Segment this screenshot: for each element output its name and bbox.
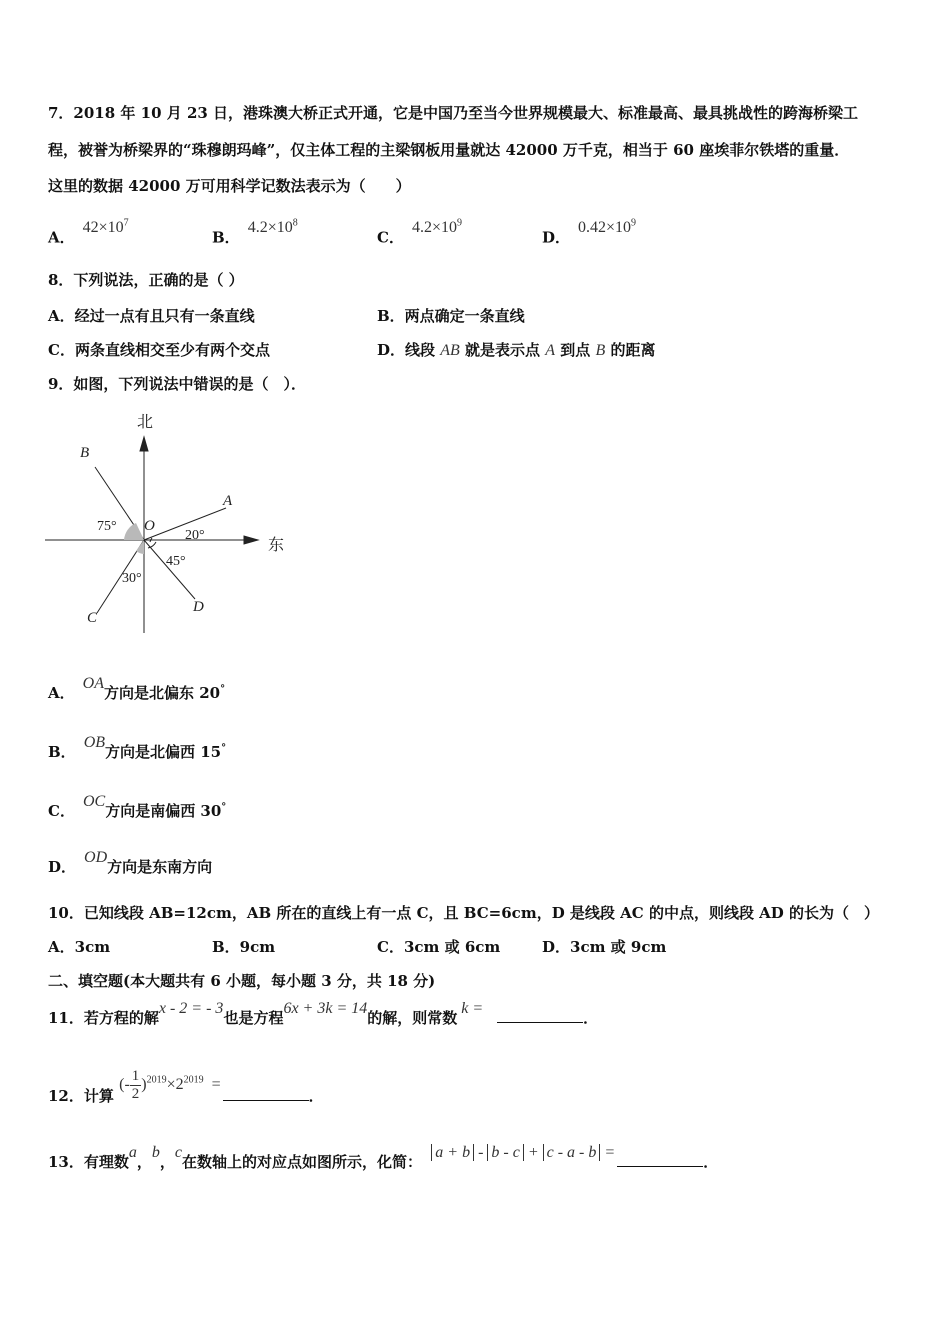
section-heading: 二、填空题(本大题共有 6 小题，每小题 3 分，共 18 分) [48, 972, 436, 990]
q12 [48, 1068, 324, 1115]
q10-option-b[interactable]: B．9cm [212, 938, 276, 956]
q11-end: ． [583, 1009, 599, 1027]
q11-answer-blank[interactable] [497, 1008, 583, 1023]
q13 [48, 1144, 719, 1173]
point-a: A [545, 342, 556, 359]
east-label: 东 [268, 537, 285, 554]
option-letter: D． [542, 228, 571, 247]
point-c-label: C [87, 610, 98, 626]
q12-exponent-2: 2019 [183, 1074, 204, 1086]
q9-option-d[interactable] [48, 849, 213, 878]
operator: - [478, 1144, 484, 1161]
ray-name: OB [83, 734, 106, 751]
option-text: 方向是东南方向 [107, 858, 213, 876]
ray-od [144, 540, 195, 599]
abs-term-3: c - a - b [543, 1144, 601, 1161]
q13-var-c: c [174, 1144, 183, 1161]
q12-text: 12．计算 [48, 1087, 114, 1106]
q11 [48, 1000, 599, 1029]
angle-75-label: 75° [97, 519, 117, 534]
option-value: 42×10 [82, 219, 124, 237]
ray-name: OC [82, 793, 106, 810]
operator: + [527, 1144, 539, 1161]
angle-30-label: 30° [122, 571, 142, 586]
option-text: 方向是北偏东 20 [103, 684, 221, 702]
abs-term-2: b - c [487, 1144, 523, 1161]
q9-stem: 9．如图，下列说法中错误的是（ ）． [48, 375, 306, 393]
option-value: 4.2×10 [411, 219, 457, 237]
equals: = [604, 1144, 616, 1161]
point-d-label: D [193, 599, 204, 615]
q9-option-b[interactable] [48, 734, 227, 763]
q8-option-b[interactable]: B．两点确定一条直线 [377, 307, 525, 325]
option-text: 方向是南偏西 30 [105, 802, 222, 820]
q8-stem: 8．下列说法，正确的是（ ） [48, 271, 244, 289]
option-letter: D． [48, 858, 77, 876]
option-exponent: 9 [631, 218, 637, 229]
q13-answer-blank[interactable] [617, 1152, 703, 1167]
q7-line1: 7．2018 年 10 月 23 日，港珠澳大桥正式开通，它是中国乃至当今世界规模最大、标准最高、最具挑战性的跨海桥梁工 [48, 104, 859, 122]
q11-text: 也是方程 [223, 1009, 284, 1027]
q7-option-a[interactable] [48, 218, 129, 248]
q13-var-a: a [128, 1144, 137, 1161]
origin-label: O [144, 518, 155, 534]
option-text: 就是表示点 [459, 341, 546, 359]
fraction-numerator: 1 [131, 1068, 140, 1084]
degree-sign: ° [220, 684, 226, 695]
abs-term-1: a + b [431, 1144, 474, 1161]
q13-separator: ， [136, 1153, 152, 1171]
option-letter: C． [377, 228, 404, 247]
option-value: 0.42×10 [578, 219, 632, 237]
q8-option-a[interactable]: A．经过一点有且只有一条直线 [48, 307, 255, 325]
q12-expression [119, 1068, 221, 1102]
degree-sign: ° [221, 802, 227, 813]
q9-option-a[interactable] [48, 675, 226, 704]
fraction-denominator: 2 [131, 1086, 140, 1102]
option-text: D．线段 [377, 341, 441, 359]
point-b: B [595, 342, 606, 359]
angle-45-arc [148, 542, 156, 548]
q10-stem: 10．已知线段 AB=12cm，AB 所在的直线上有一点 C，且 BC=6cm，D 是线段 AC 的中点，则线段 AD 的长为（ ） [48, 904, 880, 922]
q12-fraction [130, 1068, 142, 1103]
q12-paren-close: ) [141, 1076, 147, 1094]
point-b-label: B [80, 445, 90, 461]
q7-line2: 程，被誉为桥梁界的“珠穆朗玛峰”，仅主体工程的主梁钢板用量就达 42000 万千克，相当于 60 座埃菲尔铁塔的重量． [48, 141, 850, 159]
q13-var-b: b [151, 1144, 160, 1161]
q11-equation-2: 6x + 3k = 14 [283, 1000, 368, 1017]
north-label: 北 [137, 414, 154, 431]
angle-75-sector [124, 523, 144, 540]
q9-option-c[interactable] [48, 793, 227, 822]
north-arrowhead [140, 437, 148, 451]
option-text: 到点 [555, 341, 596, 359]
angle-20-label: 20° [185, 528, 205, 543]
q13-end: ． [703, 1153, 719, 1171]
q13-expression [431, 1144, 615, 1161]
option-letter: C． [48, 802, 75, 820]
q7-option-b[interactable] [212, 218, 298, 248]
degree-sign: ° [221, 743, 227, 754]
q7-option-c[interactable] [377, 218, 462, 248]
segment-ab: AB [440, 342, 460, 359]
q13-text: 13．有理数 [48, 1153, 129, 1171]
q12-paren-open: (- [119, 1076, 130, 1094]
option-letter: A． [48, 228, 75, 247]
q12-equals: = [211, 1076, 221, 1094]
q7-option-d[interactable] [542, 218, 637, 248]
q10-option-d[interactable]: D．3cm 或 9cm [542, 938, 667, 956]
point-a-label: A [223, 493, 233, 509]
angle-45-label: 45° [166, 554, 186, 569]
q12-answer-blank[interactable] [223, 1086, 309, 1101]
option-letter: B． [212, 228, 240, 247]
compass-diagram [40, 405, 300, 640]
q10-option-c[interactable]: C．3cm 或 6cm [377, 938, 501, 956]
q11-text: 的解，则常数 [367, 1009, 458, 1027]
q12-exponent-1: 2019 [146, 1074, 167, 1086]
q11-variable: k = [461, 1000, 484, 1017]
q8-option-d[interactable] [377, 340, 655, 361]
q7-line3: 这里的数据 42000 万可用科学记数法表示为（ ） [48, 177, 411, 195]
q13-separator: ， [159, 1153, 175, 1171]
option-letter: B． [48, 743, 76, 761]
option-text: 方向是北偏西 15 [105, 743, 222, 761]
q8-option-c[interactable]: C．两条直线相交至少有两个交点 [48, 341, 270, 359]
option-text: 的距离 [605, 341, 656, 359]
q11-text: 11．若方程的解 [48, 1009, 159, 1027]
q12-end: ． [308, 1087, 324, 1106]
option-exponent: 7 [123, 218, 129, 229]
option-letter: A． [48, 684, 75, 702]
q11-equation-1: x - 2 = - 3 [158, 1000, 224, 1017]
option-exponent: 8 [292, 218, 298, 229]
east-arrowhead [244, 536, 258, 544]
q12-times: ×2 [166, 1076, 184, 1094]
option-exponent: 9 [456, 218, 462, 229]
ray-name: OA [82, 675, 104, 692]
option-value: 4.2×10 [247, 219, 293, 237]
angle-30-sector [136, 540, 144, 554]
q13-text: 在数轴上的对应点如图所示，化简： [182, 1153, 423, 1171]
ray-name: OD [84, 849, 108, 866]
q10-option-a[interactable]: A．3cm [48, 938, 111, 956]
